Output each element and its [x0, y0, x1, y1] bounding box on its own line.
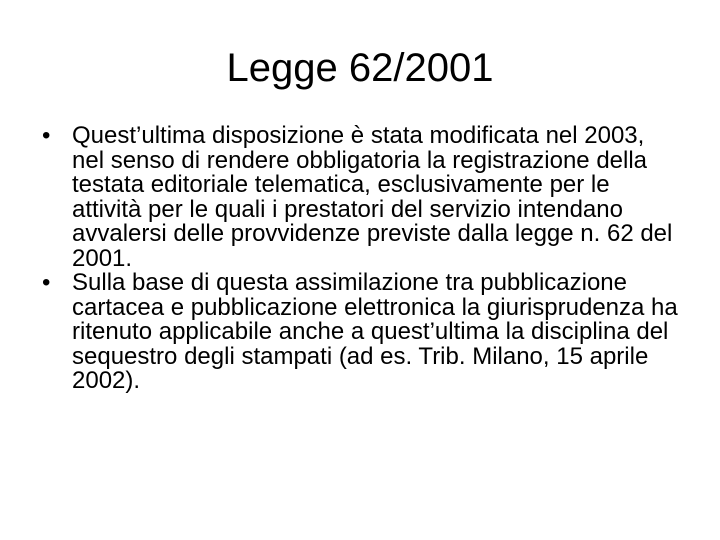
bullet-text-2: Sulla base di questa assimilazione tra pubblicazione cartacea e pubblicazione elettronica la giurisprudenza ha ritenuto applicabile anche a quest’ultima la disciplina del sequestro degli stampati (ad es. Trib. Milano, 15 aprile 2002). — [72, 269, 678, 394]
bullet-item-2 — [42, 271, 682, 394]
bullet-icon: • — [42, 122, 51, 149]
bullet-text-1: Quest’ultima disposizione è stata modificata nel 2003, nel senso di rendere obbligatoria la registrazione della testata editoriale telematica, esclusivamente per le attività per le quali i prestatori del servizio intendano avvalersi delle provvidenze previste dalla legge n. 62 del 2001. — [72, 122, 673, 272]
bullet-icon: • — [42, 269, 51, 296]
bullet-list — [42, 124, 682, 394]
slide-title: Legge 62/2001 — [226, 46, 494, 90]
bullet-item-1 — [42, 124, 682, 271]
